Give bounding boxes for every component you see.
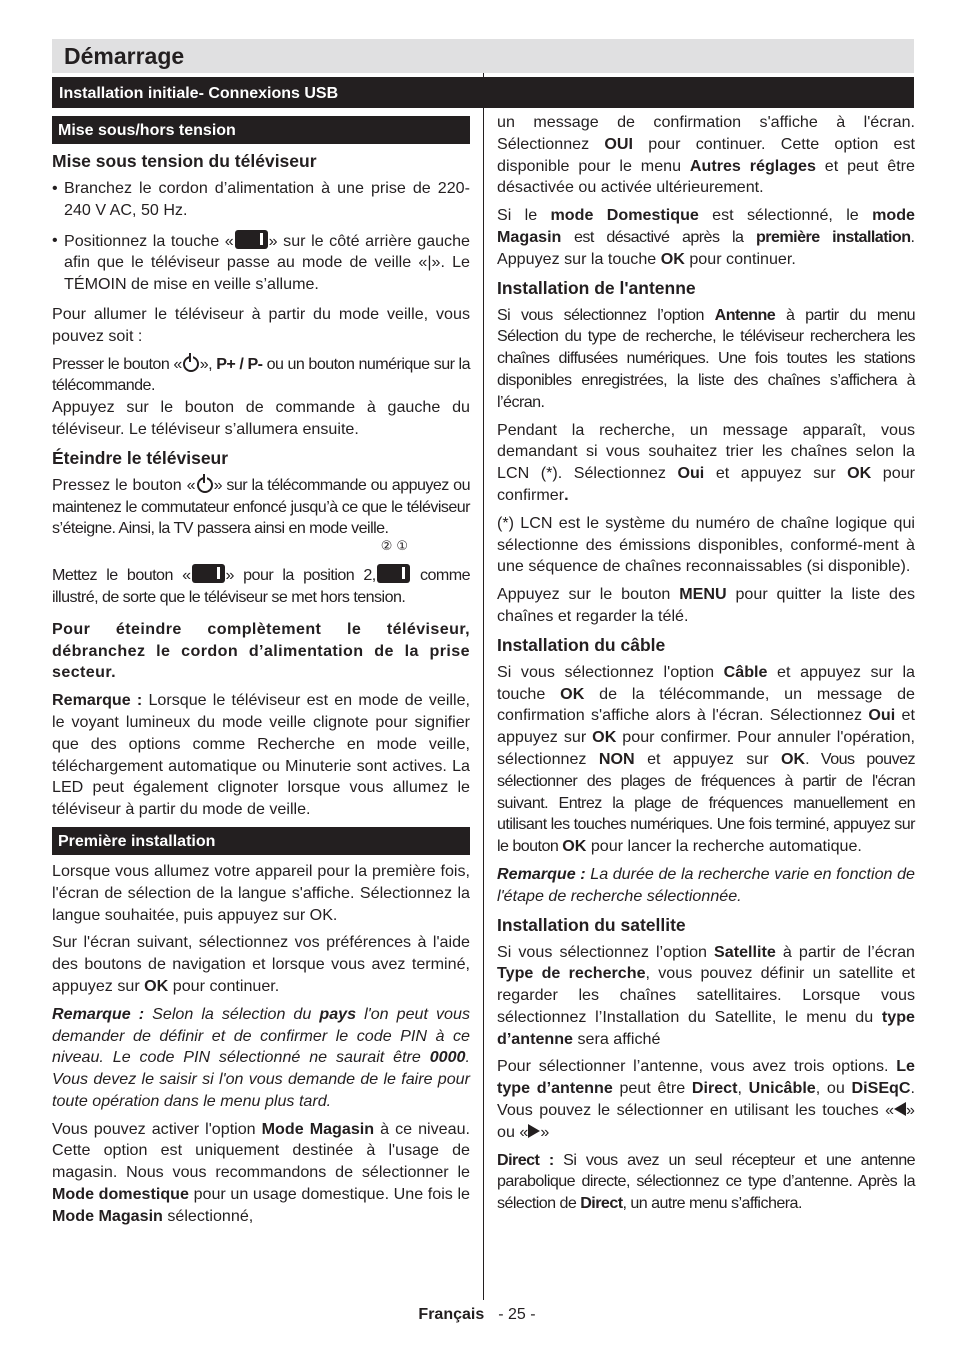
page-number: - 25 -: [498, 1306, 536, 1323]
column-divider: [483, 108, 484, 1300]
power-switch-icon: [235, 230, 268, 249]
paragraph: Si vous sélectionnez l’option Antenne à partir du menu Sélection du type de recherche, le téléviseur recherchera les chaînes diffusées numériques. Une fois toutes les stations disponibles enregistrées, la liste des chaînes s’affichera à l’écran.: [497, 305, 915, 411]
page-title: Démarrage: [52, 39, 914, 73]
heading-power-off: Éteindre le téléviseur: [52, 447, 229, 468]
footer-language: Français: [418, 1306, 485, 1323]
standby-icon: [183, 356, 199, 372]
paragraph: Pendant la recherche, un message apparaît, vous demandant si vous souhaitez trier les chaînes selon la LCN (*). Sélectionnez Oui et appuyez sur OK pour confirmer.: [497, 420, 916, 504]
paragraph: Pour sélectionner l’antenne, vous avez trois options. Le type d’antenne peut être Direct, Unicâble, ou DiSEqC. Vous pouvez le sélectionner en utilisant les touches « » ou « »: [497, 1057, 915, 1141]
paragraph: Pressez le bouton « » sur la télécommande ou appuyez ou maintenez le commutateur enfoncé jusqu’à ce que le téléviseur s’éteigne. Ainsi, la TV passera ainsi en mode veille.: [52, 475, 470, 538]
left-arrow-icon: [894, 1102, 906, 1116]
remark-paragraph: Remarque : La durée de la recherche varie en fonction de l'étape de recherche sélectionnée.: [497, 864, 915, 905]
paragraph: Appuyez sur le bouton de commande à gauche du téléviseur. Le téléviseur s’allumera ensuite.: [52, 398, 470, 438]
right-arrow-icon: [528, 1124, 540, 1138]
paragraph: Presser le bouton « », P+ / P- ou un bouton numérique sur la télécommande.: [52, 354, 470, 395]
paragraph: Mettez le bouton « » pour la position 2, ②① comme illustré, de sorte que le téléviseur se met hors tension.: [52, 564, 470, 609]
power-on-list: [52, 178, 470, 296]
standby-icon: [197, 477, 213, 493]
list-item: • Branchez le cordon d’alimentation à une prise de 220-240 V AC, 50 Hz.: [52, 178, 470, 222]
subsection-first-install: Première installation: [52, 827, 470, 855]
heading-satellite: Installation du satellite: [497, 914, 686, 935]
warning-paragraph: Pour éteindre complètement le téléviseur, débranchez le cordon d’alimentation de la prise secteur.: [52, 619, 470, 682]
list-item: • Positionnez la touche « » sur le côté arrière gauche afin que le téléviseur passe au mode de veille «|». Le TÉMOIN de mise en veille s’allume.: [52, 230, 470, 296]
paragraph: Vous pouvez activer l'option Mode Magasin à ce niveau. Cette option est uniquement destinée à l'usage de magasin. Nous vous recommandons de sélectionner le Mode domestique pour un usage domestique. Une fois le Mode Magasin sélectionné,: [52, 1119, 470, 1225]
paragraph: Appuyez sur le bouton MENU pour quitter la liste des chaînes et regarder la télé.: [497, 585, 915, 625]
paragraph: Si vous sélectionnez l'option Câble et appuyez sur la touche OK de la télécommande, un message de confirmation s'affiche alors à l'écran. Sélectionnez Oui et appuyez sur OK pour confirmer. Pour annuler l'opération, sélectionnez NON et appuyez sur OK. Vous pouvez sélectionner des plages de fréquences à partir de l'écran suivant. Entrez la plage de fréquences manuellement en utilisant les touches numériques. Une fois terminé, appuyez sur le bouton OK pour lancer la recherche automatique.: [497, 662, 915, 856]
left-column: [52, 112, 470, 1234]
paragraph: Sur l'écran suivant, sélectionnez vos préférences à l'aide des boutons de navigation et lorsque vous avez terminé, appuyez sur OK pour continuer.: [52, 933, 470, 995]
heading-cable: Installation du câble: [497, 634, 666, 655]
heading-power-on: Mise sous tension du téléviseur: [52, 151, 317, 171]
power-switch-icon: [192, 564, 225, 583]
remark-paragraph: Remarque : Selon la sélection du pays l'on peut vous demander de définir et de confirmer le code PIN à ce niveau. Le code PIN sélectionné ne saurait être 0000. Vous devez le saisir si l'on vous demande de le faire pour toute opération dans le menu plus tard.: [52, 1004, 470, 1110]
paragraph: Lorsque vous allumez votre appareil pour la première fois, l'écran de sélection de la langue s'affiche. Sélectionnez la langue souhaitée, puis appuyez sur OK.: [52, 861, 470, 924]
section-header: Installation initiale- Connexions USB: [52, 77, 914, 108]
subsection-power: Mise sous/hors tension: [52, 116, 470, 144]
note-paragraph: Remarque : Lorsque le téléviseur est en mode de veille, le voyant lumineux du mode veille clignote pour signifier que des options comme Recherche en mode veille, téléchargement automatique ou Minuterie sont actives. La LED peut également clignoter lorsque vous allumez le téléviseur à partir du mode de veille.: [52, 691, 470, 819]
page-footer: [0, 1306, 954, 1324]
paragraph: Si le mode Domestique est sélectionné, le mode Magasin est désactivé après la première installation. Appuyez sur la touche OK pour continuer.: [497, 206, 915, 268]
right-column: [497, 112, 915, 1221]
paragraph: un message de confirmation s'affiche à l'écran. Sélectionnez OUI pour continuer. Cette option est disponible pour le menu Autres réglages et peut être désactivée ou activée ultérieurement.: [497, 113, 915, 197]
paragraph: (*) LCN est le système du numéro de chaîne logique qui sélectionne des émissions disponibles, conformé-ment à une séquence de chaînes reconnaissables (si disponible).: [497, 513, 915, 576]
paragraph: Pour allumer le téléviseur à partir du mode veille, vous pouvez soit :: [52, 304, 470, 345]
paragraph: Direct : Si vous avez un seul récepteur et une antenne parabolique directe, sélectionnez ce type d’antenne. Après la sélection de Direct, un autre menu s’affichera.: [497, 1150, 915, 1213]
heading-antenna: Installation de l'antenne: [497, 277, 696, 298]
paragraph: Si vous sélectionnez l’option Satellite à partir de l’écran Type de recherche, vous pouvez définir un satellite et regarder les chaînes satellitaires. Lorsque vous sélectionnez l’Installation du Satellite, le menu du type d’antenne sera affiché: [497, 942, 915, 1048]
power-switch-icon: [377, 564, 410, 583]
position-numbers: ②①: [380, 538, 413, 554]
